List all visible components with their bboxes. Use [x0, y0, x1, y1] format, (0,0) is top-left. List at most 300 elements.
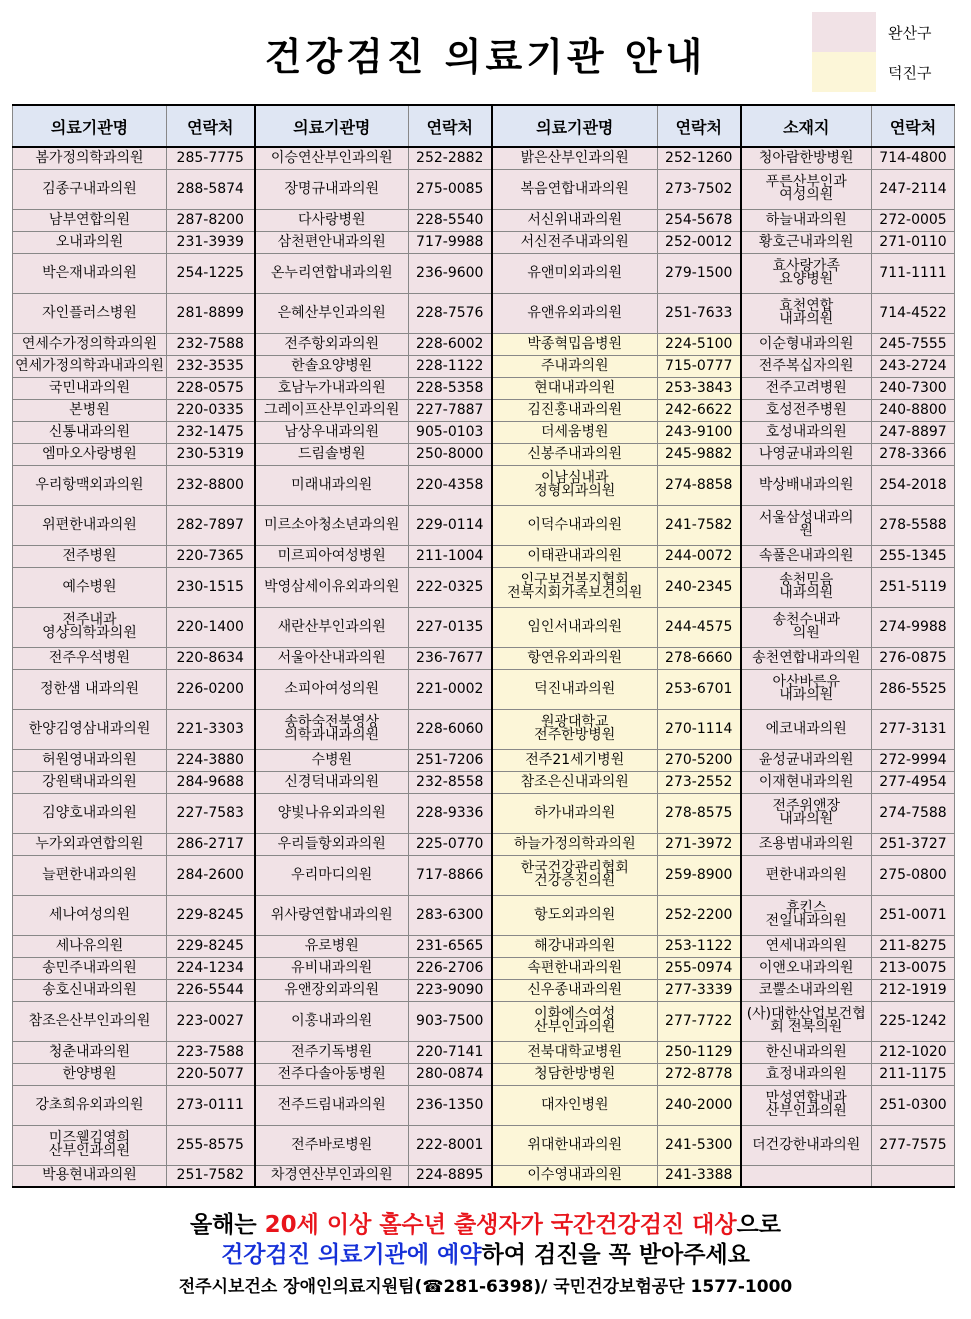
phone-number-cell	[409, 793, 492, 833]
institution-name-cell	[255, 1125, 409, 1165]
phone-number: 286-2717	[176, 835, 244, 852]
institution-name-cell	[492, 669, 658, 709]
phone-number-cell	[658, 771, 741, 793]
phone-number-cell	[658, 377, 741, 399]
institution-name-cell	[741, 505, 872, 545]
institution-name: 양빛나유외과의원	[277, 804, 386, 821]
phone-number: 226-2706	[416, 959, 484, 976]
institution-name: 하늘내과의원	[765, 211, 847, 228]
institution-name-cell	[741, 669, 872, 709]
phone-number: 228-5540	[416, 211, 484, 228]
institution-name: 이홍내과의원	[291, 1012, 373, 1029]
institution-name: 한국건강관리협회 건강증진의원	[520, 860, 629, 889]
institution-name-cell	[492, 647, 658, 669]
institution-name-cell	[13, 1085, 167, 1125]
institution-name: 청춘내과의원	[48, 1043, 131, 1060]
table-row	[13, 793, 955, 833]
institution-name-cell	[255, 293, 409, 333]
phone-number: 225-0770	[416, 835, 484, 852]
institution-name-cell	[255, 895, 409, 935]
institution-name-cell	[741, 421, 872, 443]
institution-name: 이재현내과의원	[758, 773, 854, 790]
institution-name-cell	[13, 833, 167, 855]
institution-name-cell	[741, 465, 872, 505]
institution-name: 송호신내과의원	[42, 981, 137, 998]
institution-name-cell	[255, 1063, 409, 1085]
institution-name-cell	[255, 169, 409, 209]
column-header: 연락처	[167, 105, 255, 147]
institution-name-cell	[741, 293, 872, 333]
phone-number-cell	[658, 253, 741, 293]
phone-number-cell	[409, 377, 492, 399]
institution-name: 장명규내과의원	[284, 180, 380, 197]
phone-number: 229-0114	[416, 516, 484, 533]
contact-footer: 전주시보건소 장애인의료지원팀(☎281-6398)/ 국민건강보험공단 1577-1000	[178, 1277, 793, 1297]
phone-number-cell	[167, 771, 255, 793]
phone-number-cell	[658, 231, 741, 253]
institution-name: 현대내과의원	[534, 379, 616, 396]
institution-name-cell	[255, 231, 409, 253]
institution-name-cell	[255, 669, 409, 709]
phone-number: 247-2114	[879, 180, 947, 197]
phone-number-cell	[409, 749, 492, 771]
institution-name: 강원택내과의원	[42, 773, 137, 790]
phone-number: 220-4358	[416, 476, 484, 493]
phone-number-cell	[872, 669, 955, 709]
phone-number: 255-8575	[176, 1136, 244, 1153]
institution-name-cell	[13, 443, 167, 465]
institution-name: 속편한내과의원	[527, 959, 623, 976]
institution-name-cell	[13, 607, 167, 647]
phone-number-cell	[658, 567, 741, 607]
institution-name: 이태관내과의원	[527, 547, 623, 564]
phone-number: 213-0075	[879, 959, 947, 976]
institution-name-cell	[13, 957, 167, 979]
institution-name-cell	[13, 935, 167, 957]
phone-number-cell	[872, 333, 955, 355]
institution-name: 호성내과의원	[765, 423, 847, 440]
institution-name-cell	[741, 1063, 872, 1085]
institution-name-cell	[492, 1125, 658, 1165]
notice-text: 하여 검진을 꼭 받아주세요	[481, 1242, 750, 1268]
phone-number-cell	[167, 709, 255, 749]
phone-number-cell	[658, 669, 741, 709]
phone-number: 277-3131	[879, 720, 947, 737]
institution-name: 신봉주내과의원	[527, 445, 623, 462]
phone-number: 220-8634	[176, 649, 244, 666]
phone-number: 711-1111	[879, 264, 947, 281]
institution-name: 서신위내과의원	[527, 211, 623, 228]
institution-name: 더건강한내과의원	[752, 1136, 861, 1153]
legend-label: 덕진구	[888, 64, 932, 82]
phone-number: 241-3388	[665, 1167, 733, 1184]
page-title: 건강검진 의료기관 안내	[264, 35, 707, 79]
phone-number: 717-8866	[416, 866, 484, 883]
institution-name-cell	[741, 1085, 872, 1125]
phone-number-cell	[872, 545, 955, 567]
institution-name: 온누리연합내과의원	[270, 264, 393, 281]
institution-name-cell	[492, 895, 658, 935]
phone-number: 240-7300	[879, 379, 947, 396]
institution-name-cell	[741, 443, 872, 465]
phone-number: 232-1475	[176, 423, 244, 440]
phone-number-cell	[409, 147, 492, 169]
table-row	[13, 253, 955, 293]
institution-name-cell	[255, 833, 409, 855]
institution-name-cell	[492, 333, 658, 355]
legend-label: 완산구	[888, 24, 932, 42]
institution-name-cell	[492, 1041, 658, 1063]
institution-name: 이순형내과의원	[758, 335, 854, 352]
phone-number-cell	[409, 333, 492, 355]
phone-number-cell	[872, 979, 955, 1001]
institution-name: 다사랑병원	[297, 211, 366, 228]
institution-name: 서울삼성내과의 원	[758, 510, 854, 539]
table-row	[13, 669, 955, 709]
table-row	[13, 333, 955, 355]
phone-number-cell	[872, 771, 955, 793]
table-row	[13, 1063, 955, 1085]
institution-name-cell	[255, 147, 409, 169]
phone-number-cell	[658, 979, 741, 1001]
institution-name-cell	[255, 545, 409, 567]
phone-number-cell	[167, 209, 255, 231]
table-row	[13, 749, 955, 771]
phone-number-cell	[658, 147, 741, 169]
institution-name: 송천수내과 의원	[772, 612, 841, 641]
phone-number: 231-3939	[176, 233, 244, 250]
institution-name-cell	[255, 855, 409, 895]
phone-number-cell	[872, 935, 955, 957]
institution-name-cell	[741, 957, 872, 979]
institution-name-cell	[741, 979, 872, 1001]
institution-name: 이화에스여성 산부인과의원	[534, 1006, 616, 1035]
institution-name: 김종구내과의원	[42, 180, 137, 197]
phone-number-cell	[167, 979, 255, 1001]
phone-number-cell	[167, 1041, 255, 1063]
phone-number-cell	[658, 293, 741, 333]
phone-number-cell	[872, 567, 955, 607]
table-row	[13, 421, 955, 443]
phone-number-cell	[167, 505, 255, 545]
institution-name: 코뿔소내과의원	[758, 981, 854, 998]
institution-name: 호성전주병원	[765, 401, 847, 418]
phone-number-cell	[872, 377, 955, 399]
institution-name-cell	[741, 833, 872, 855]
institution-name: 서신전주내과의원	[520, 233, 629, 250]
institution-name: 편한내과의원	[765, 866, 847, 883]
phone-number: 236-7677	[416, 649, 484, 666]
phone-number: 278-3366	[879, 445, 947, 462]
column-header: 의료기관명	[255, 105, 409, 147]
institution-name-cell	[741, 935, 872, 957]
phone-number-cell	[409, 935, 492, 957]
phone-number: 251-7206	[416, 751, 484, 768]
institution-name-cell	[255, 377, 409, 399]
institution-name-cell	[13, 505, 167, 545]
institution-name-cell	[255, 1165, 409, 1187]
phone-number: 232-8558	[416, 773, 484, 790]
institution-name-cell	[741, 147, 872, 169]
institution-name-cell	[255, 355, 409, 377]
institution-name: 박용현내과의원	[42, 1167, 137, 1184]
institution-name-cell	[255, 793, 409, 833]
phone-number-cell	[167, 895, 255, 935]
notice-text: 올해는	[189, 1212, 265, 1238]
phone-number: 714-4800	[879, 149, 947, 166]
institution-name: 이앤오내과의원	[758, 959, 854, 976]
phone-number: 251-5119	[879, 578, 947, 595]
institution-name: 박종혁밉음병원	[527, 335, 623, 352]
phone-number-cell	[658, 1165, 741, 1187]
phone-number: 273-2552	[665, 773, 733, 790]
phone-number-cell	[409, 895, 492, 935]
phone-number: 228-6060	[416, 720, 484, 737]
institution-name-cell	[492, 771, 658, 793]
phone-number: 227-0135	[416, 618, 484, 635]
institution-name: 위편한내과의원	[42, 516, 137, 533]
phone-number-cell	[872, 607, 955, 647]
institution-name-cell	[741, 169, 872, 209]
institution-name: 유앤미외과의원	[527, 264, 623, 281]
institution-name: 청아람한방병원	[758, 149, 854, 166]
institution-name: 유비내과의원	[291, 959, 373, 976]
table-header-row	[13, 105, 955, 147]
phone-number-cell	[167, 399, 255, 421]
institution-name: 유앤유외과의원	[527, 304, 623, 321]
phone-number: 232-3535	[176, 357, 244, 374]
phone-number: 254-5678	[665, 211, 733, 228]
institution-name: 연세내과의원	[765, 937, 847, 954]
phone-number: 288-5874	[176, 180, 244, 197]
table-row	[13, 1041, 955, 1063]
table-row	[13, 147, 955, 169]
institution-name: 예수병원	[62, 578, 117, 595]
phone-number-cell	[658, 1125, 741, 1165]
table-row	[13, 979, 955, 1001]
institution-name: 봄가정의학과의원	[35, 149, 144, 166]
phone-number-cell	[872, 355, 955, 377]
phone-number-cell	[872, 465, 955, 505]
column-header: 의료기관명	[492, 105, 658, 147]
phone-number-cell	[658, 1063, 741, 1085]
table-body	[13, 147, 955, 1187]
institution-name-cell	[13, 377, 167, 399]
institution-name: 송민주내과의원	[42, 959, 137, 976]
table-row	[13, 355, 955, 377]
phone-number: 284-9688	[176, 773, 244, 790]
phone-number: 242-6622	[665, 401, 733, 418]
phone-number-cell	[409, 465, 492, 505]
institution-name: 유앤장외과의원	[284, 981, 380, 998]
institution-name-cell	[492, 231, 658, 253]
phone-number: 274-9988	[879, 618, 947, 635]
phone-number-cell	[167, 1001, 255, 1041]
institution-name: 송천믿음 내과의원	[779, 572, 834, 601]
phone-number-cell	[167, 855, 255, 895]
phone-number: 224-1234	[176, 959, 244, 976]
column-header: 연락처	[872, 105, 955, 147]
institution-name-cell	[492, 253, 658, 293]
institution-name-cell	[741, 855, 872, 895]
phone-number: 220-7365	[176, 547, 244, 564]
phone-number: 275-0085	[416, 180, 484, 197]
phone-number-cell	[167, 545, 255, 567]
phone-number: 212-1020	[879, 1043, 947, 1060]
phone-number: 271-3972	[665, 835, 733, 852]
institution-name-cell	[13, 293, 167, 333]
institution-name-cell	[13, 169, 167, 209]
institution-name-cell	[13, 1001, 167, 1041]
institution-name: 아산바른유 내과의원	[772, 674, 841, 703]
institution-name: 해강내과의원	[534, 937, 616, 954]
institution-name-cell	[492, 443, 658, 465]
phone-number-cell	[872, 793, 955, 833]
phone-number-cell	[409, 1041, 492, 1063]
phone-number: 240-2000	[665, 1096, 733, 1113]
institution-name: 정한샘 내과의원	[39, 680, 140, 697]
notice-line-2	[0, 1236, 971, 1269]
phone-number: 271-0110	[879, 233, 947, 250]
institution-name: (사)대한산업보건협 회 전북의원	[746, 1006, 866, 1035]
phone-number: 228-9336	[416, 804, 484, 821]
phone-number-cell	[658, 1041, 741, 1063]
institution-name-cell	[13, 355, 167, 377]
phone-number-cell	[658, 647, 741, 669]
phone-number-cell	[872, 231, 955, 253]
institution-name-cell	[255, 1001, 409, 1041]
phone-number: 278-5588	[879, 516, 947, 533]
institution-name: 위대한내과의원	[527, 1136, 623, 1153]
phone-number: 277-7575	[879, 1136, 947, 1153]
institution-name-cell	[492, 505, 658, 545]
institution-name-cell	[741, 253, 872, 293]
phone-number: 250-1129	[665, 1043, 733, 1060]
table-row	[13, 169, 955, 209]
phone-number-cell	[167, 669, 255, 709]
phone-number-cell	[658, 833, 741, 855]
institution-name-cell	[492, 293, 658, 333]
institution-name: 전주드림내과의원	[277, 1096, 386, 1113]
institution-name: 한솔요양병원	[291, 357, 373, 374]
phone-number-cell	[167, 443, 255, 465]
institution-name-cell	[492, 147, 658, 169]
institution-name: 주내과의원	[540, 357, 609, 374]
phone-number-cell	[409, 669, 492, 709]
phone-number-cell	[409, 399, 492, 421]
phone-number: 236-9600	[416, 264, 484, 281]
institution-name-cell	[741, 399, 872, 421]
phone-number: 717-9988	[416, 233, 484, 250]
institution-name-cell	[492, 1085, 658, 1125]
phone-number-cell	[167, 957, 255, 979]
institution-name-cell	[741, 545, 872, 567]
phone-number-cell	[409, 647, 492, 669]
table-row	[13, 293, 955, 333]
phone-number: 243-9100	[665, 423, 733, 440]
phone-number-cell	[872, 147, 955, 169]
phone-number: 229-8245	[176, 906, 244, 923]
phone-number: 245-9882	[665, 445, 733, 462]
institution-name: 항연유외과의원	[527, 649, 623, 666]
phone-number: 241-5300	[665, 1136, 733, 1153]
phone-number-cell	[658, 895, 741, 935]
phone-number: 282-7897	[176, 516, 244, 533]
phone-number-cell	[167, 169, 255, 209]
table-row	[13, 1001, 955, 1041]
phone-number-cell	[658, 545, 741, 567]
institution-name: 이덕수내과의원	[527, 516, 623, 533]
phone-number: 230-1515	[176, 578, 244, 595]
phone-number: 226-5544	[176, 981, 244, 998]
phone-number-cell	[409, 1001, 492, 1041]
phone-number: 715-0777	[665, 357, 733, 374]
phone-number-cell	[167, 293, 255, 333]
institution-name: 이남심내과 정형외과의원	[534, 470, 616, 499]
table-row	[13, 607, 955, 647]
phone-number: 223-9090	[416, 981, 484, 998]
phone-number: 224-5100	[665, 335, 733, 352]
phone-number: 905-0103	[416, 423, 484, 440]
phone-number-cell	[872, 833, 955, 855]
institution-name: 오내과의원	[55, 233, 124, 250]
phone-number-cell	[167, 749, 255, 771]
table-row	[13, 1165, 955, 1187]
institution-name-cell	[492, 545, 658, 567]
institution-name: 호남누가내과의원	[277, 379, 386, 396]
institution-name: 전주바로병원	[291, 1136, 373, 1153]
phone-number-cell	[167, 1085, 255, 1125]
institution-name-cell	[13, 567, 167, 607]
institution-name: 하늘가정의학과의원	[513, 835, 636, 852]
institution-name: 삼천편안내과의원	[277, 233, 386, 250]
phone-number-cell	[658, 793, 741, 833]
phone-number: 224-8895	[416, 1167, 484, 1184]
table-row	[13, 505, 955, 545]
institution-name-cell	[255, 1041, 409, 1063]
phone-number: 254-2018	[879, 476, 947, 493]
institution-name-cell	[13, 1165, 167, 1187]
table-row	[13, 647, 955, 669]
institution-name: 연세가정의학과내과의원	[15, 357, 164, 374]
phone-number-cell	[872, 1041, 955, 1063]
phone-number-cell	[658, 399, 741, 421]
institution-name: 박영삼세이유외과의원	[264, 578, 400, 595]
phone-number: 251-0300	[879, 1096, 947, 1113]
table-row	[13, 935, 955, 957]
institution-name-cell	[255, 647, 409, 669]
institution-name-cell	[492, 209, 658, 231]
phone-number: 283-6300	[416, 906, 484, 923]
phone-number: 253-1122	[665, 937, 733, 954]
institution-name-cell	[13, 399, 167, 421]
phone-number-cell	[872, 421, 955, 443]
phone-number-cell	[872, 1001, 955, 1041]
phone-number-cell	[872, 749, 955, 771]
phone-number-cell	[167, 1165, 255, 1187]
phone-number-cell	[409, 231, 492, 253]
phone-number-cell	[409, 979, 492, 1001]
institution-name: 우리들항외과의원	[277, 835, 386, 852]
institution-name-cell	[13, 1041, 167, 1063]
phone-number: 220-1400	[176, 618, 244, 635]
phone-number: 228-1122	[416, 357, 484, 374]
phone-number-cell	[167, 147, 255, 169]
table-row	[13, 443, 955, 465]
institution-name: 국민내과의원	[48, 379, 131, 396]
institution-name-cell	[492, 377, 658, 399]
table-row	[13, 567, 955, 607]
